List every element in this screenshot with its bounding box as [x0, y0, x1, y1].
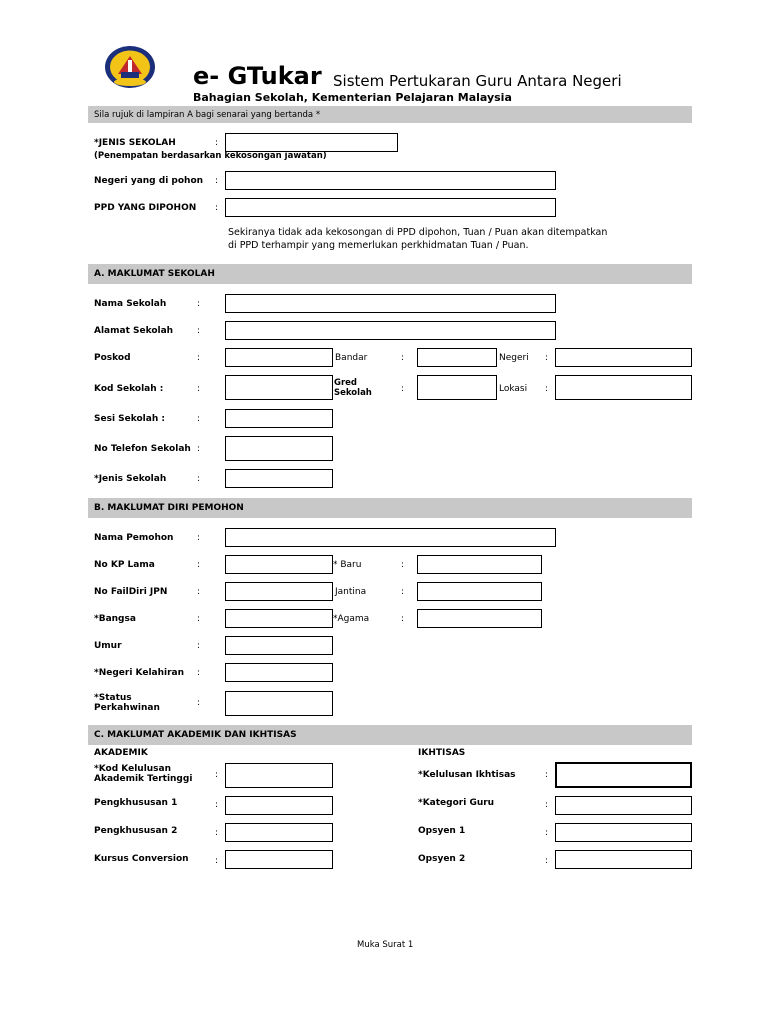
opsyen-2-field[interactable]: [555, 850, 692, 869]
colon: :: [197, 698, 201, 708]
kursus-conversion-field[interactable]: [225, 850, 333, 869]
colon: :: [197, 641, 201, 651]
status-perkahwinan-field[interactable]: [225, 691, 333, 716]
nama-pemohon-label: Nama Pemohon: [94, 533, 174, 543]
colon: :: [197, 414, 201, 424]
kursus-conversion-label: Kursus Conversion: [94, 854, 189, 864]
negeri-kelahiran-label: *Negeri Kelahiran: [94, 668, 185, 678]
system-name: Sistem Pertukaran Guru Antara Negeri: [333, 72, 622, 90]
ppd-note-line1: Sekiranya tidak ada kekosongan di PPD dipohon, Tuan / Puan akan ditempatkan: [228, 227, 608, 238]
kategori-guru-label: *Kategori Guru: [418, 798, 495, 808]
section-a-title: A. MAKLUMAT SEKOLAH: [94, 269, 215, 279]
akademik-heading: AKADEMIK: [94, 748, 148, 758]
colon: :: [545, 353, 549, 363]
pengkhususan-2-label: Pengkhususan 2: [94, 826, 178, 836]
opsyen-2-label: Opsyen 2: [418, 854, 466, 864]
colon: :: [197, 587, 201, 597]
colon: :: [401, 560, 405, 570]
jenis-sekolah-a-label: *Jenis Sekolah: [94, 474, 167, 484]
negeri-field[interactable]: [555, 348, 692, 367]
negeri-dipohon-label: Negeri yang di pohon: [94, 176, 204, 186]
no-kp-lama-label: No KP Lama: [94, 560, 155, 570]
note-band: [88, 106, 692, 123]
bangsa-label: *Bangsa: [94, 614, 136, 624]
colon: :: [215, 176, 219, 186]
section-b-title: B. MAKLUMAT DIRI PEMOHON: [94, 503, 244, 513]
no-faildiri-field[interactable]: [225, 582, 333, 601]
pengkhususan-2-field[interactable]: [225, 823, 333, 842]
colon: :: [401, 353, 405, 363]
jenis-sekolah-a-field[interactable]: [225, 469, 333, 488]
colon: :: [545, 828, 549, 838]
colon: :: [197, 299, 201, 309]
bangsa-field[interactable]: [225, 609, 333, 628]
ppd-dipohon-label: PPD YANG DIPOHON: [94, 203, 197, 213]
no-kp-baru-label: * Baru: [333, 560, 362, 570]
colon: :: [215, 828, 219, 838]
nama-pemohon-field[interactable]: [225, 528, 556, 547]
kod-kelulusan-field[interactable]: [225, 763, 333, 788]
no-kp-baru-field[interactable]: [417, 555, 542, 574]
umur-label: Umur: [94, 641, 122, 651]
brand-title: e- GTukar: [193, 62, 322, 90]
colon: :: [401, 587, 405, 597]
jenis-sekolah-field[interactable]: [225, 133, 398, 152]
department-name: Bahagian Sekolah, Kementerian Pelajaran Malaysia: [193, 91, 512, 104]
gred-sekolah-label: Gred Sekolah: [334, 378, 372, 398]
kelulusan-ikhtisas-field[interactable]: [555, 762, 692, 788]
agama-field[interactable]: [417, 609, 542, 628]
colon: :: [197, 326, 201, 336]
page-number: Muka Surat 1: [357, 940, 414, 950]
section-c-header: [88, 725, 692, 745]
colon: :: [197, 560, 201, 570]
status-perkahwinan-label: *Status Perkahwinan: [94, 693, 160, 713]
note-text: Sila rujuk di lampiran A bagi senarai yang bertanda *: [94, 110, 321, 120]
alamat-sekolah-label: Alamat Sekolah: [94, 326, 174, 336]
ikhtisas-heading: IKHTISAS: [418, 748, 466, 758]
colon: :: [197, 668, 201, 678]
gred-sekolah-field[interactable]: [417, 375, 497, 400]
bandar-field[interactable]: [417, 348, 497, 367]
alamat-sekolah-field[interactable]: [225, 321, 556, 340]
kelulusan-ikhtisas-label: *Kelulusan Ikhtisas: [418, 770, 516, 780]
pengkhususan-1-field[interactable]: [225, 796, 333, 815]
no-kp-lama-field[interactable]: [225, 555, 333, 574]
no-telefon-sekolah-label: No Telefon Sekolah: [94, 444, 191, 454]
colon: :: [401, 614, 405, 624]
colon: :: [215, 800, 219, 810]
colon: :: [545, 384, 549, 394]
sesi-sekolah-field[interactable]: [225, 409, 333, 428]
negeri-kelahiran-field[interactable]: [225, 663, 333, 682]
jenis-sekolah-sub-label: (Penempatan berdasarkan kekosongan jawatan): [94, 151, 327, 161]
colon: :: [401, 384, 405, 394]
no-telefon-sekolah-field[interactable]: [225, 436, 333, 461]
ministry-crest-icon: [104, 44, 156, 90]
jantina-field[interactable]: [417, 582, 542, 601]
kod-sekolah-label: Kod Sekolah :: [94, 384, 164, 394]
colon: :: [215, 203, 219, 213]
kategori-guru-field[interactable]: [555, 796, 692, 815]
no-faildiri-label: No FailDiri JPN: [94, 587, 168, 597]
colon: :: [197, 533, 201, 543]
section-b-header: [88, 498, 692, 518]
poskod-field[interactable]: [225, 348, 333, 367]
colon: :: [215, 138, 219, 148]
colon: :: [197, 444, 201, 454]
colon: :: [545, 770, 549, 780]
nama-sekolah-label: Nama Sekolah: [94, 299, 167, 309]
umur-field[interactable]: [225, 636, 333, 655]
kod-sekolah-field[interactable]: [225, 375, 333, 400]
opsyen-1-field[interactable]: [555, 823, 692, 842]
sesi-sekolah-label: Sesi Sekolah :: [94, 414, 165, 424]
colon: :: [545, 800, 549, 810]
colon: :: [215, 770, 219, 780]
negeri-label: Negeri: [499, 353, 529, 363]
ppd-note-line2: di PPD terhampir yang memerlukan perkhidmatan Tuan / Puan.: [228, 240, 529, 251]
bandar-label: Bandar: [335, 353, 368, 363]
section-a-header: [88, 264, 692, 284]
jenis-sekolah-label: *JENIS SEKOLAH: [94, 138, 176, 148]
lokasi-label: Lokasi: [499, 384, 528, 394]
colon: :: [545, 856, 549, 866]
colon: :: [197, 614, 201, 624]
agama-label: *Agama: [333, 614, 370, 624]
section-c-title: C. MAKLUMAT AKADEMIK DAN IKHTISAS: [94, 730, 297, 740]
colon: :: [215, 856, 219, 866]
colon: :: [197, 384, 201, 394]
poskod-label: Poskod: [94, 353, 131, 363]
colon: :: [197, 353, 201, 363]
ppd-dipohon-field[interactable]: [225, 198, 556, 217]
colon: :: [197, 474, 201, 484]
lokasi-field[interactable]: [555, 375, 692, 400]
negeri-dipohon-field[interactable]: [225, 171, 556, 190]
pengkhususan-1-label: Pengkhususan 1: [94, 798, 178, 808]
jantina-label: Jantina: [335, 587, 367, 597]
nama-sekolah-field[interactable]: [225, 294, 556, 313]
opsyen-1-label: Opsyen 1: [418, 826, 466, 836]
kod-kelulusan-label: *Kod Kelulusan Akademik Tertinggi: [94, 764, 193, 784]
